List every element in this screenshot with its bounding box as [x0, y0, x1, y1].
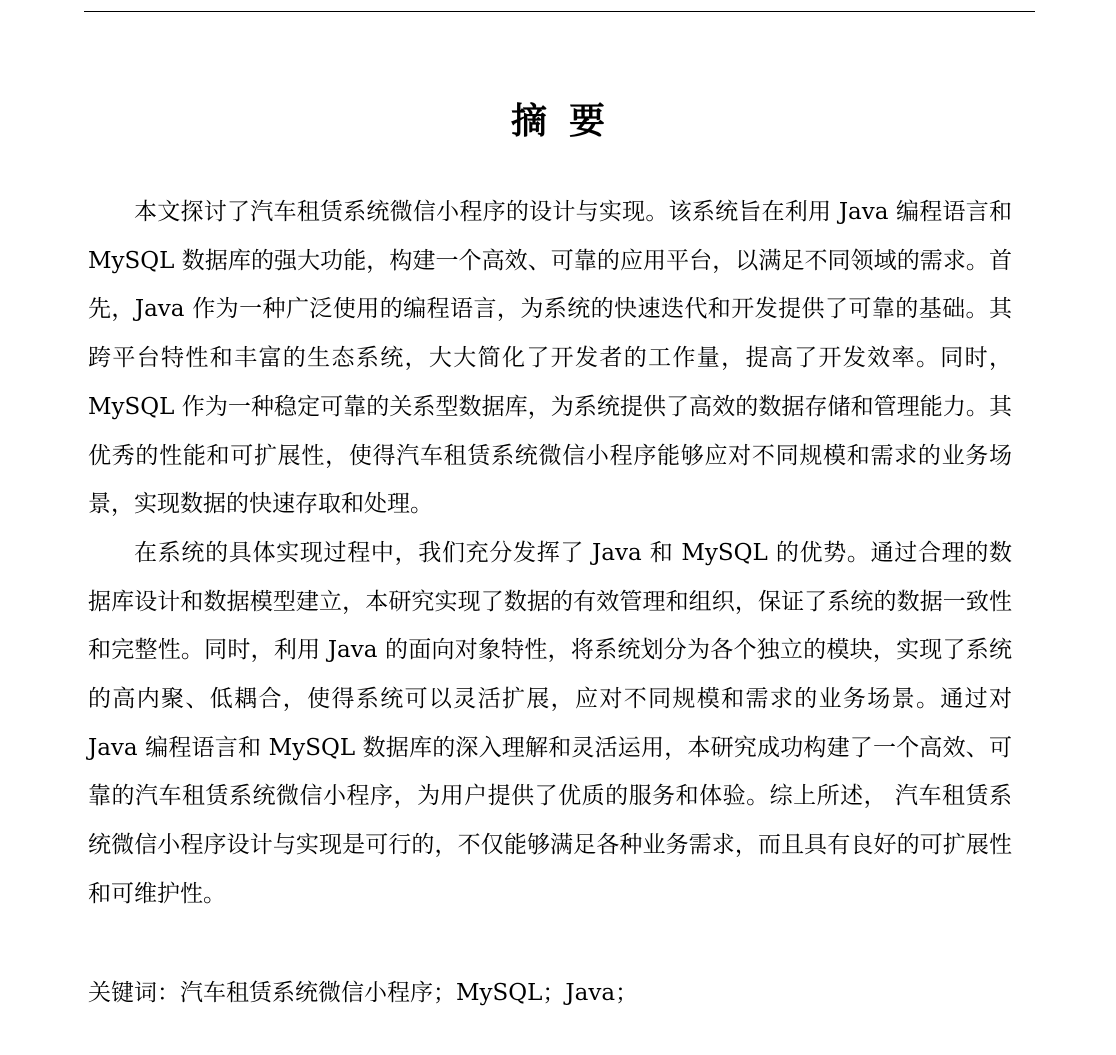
- abstract-paragraph-2: 在系统的具体实现过程中，我们充分发挥了 Java 和 MySQL 的优势。通过合理的数据库设计和数据模型建立，本研究实现了数据的有效管理和组织，保证了系统的数据一致性和完整性。同时，利用 Java 的面向对象特性，将系统划分为各个独立的模块，实现了系统的高内聚、低耦合，使得系统可以灵活扩展，应对不同规模和需求的业务场景。通过对 Java 编程语言和 MySQL 数据库的深入理解和灵活运用，本研究成功构建了一个高效、可靠的汽车租赁系统微信小程序，为用户提供了优质的服务和体验。综上所述， 汽车租赁系统微信小程序设计与实现是可行的，不仅能够满足各种业务需求，而且具有良好的可扩展性和可维护性。: [88, 539, 1012, 907]
- keywords-text: 汽车租赁系统微信小程序；MySQL；Java；: [180, 980, 639, 1006]
- keywords-line: [88, 969, 1012, 1017]
- abstract-body: [88, 188, 1012, 919]
- page-title: [0, 95, 1116, 147]
- abstract-paragraph-1: 本文探讨了汽车租赁系统微信小程序的设计与实现。该系统旨在利用 Java 编程语言和 MySQL 数据库的强大功能，构建一个高效、可靠的应用平台，以满足不同领域的需求。首先，Java 作为一种广泛使用的编程语言，为系统的快速迭代和开发提供了可靠的基础。其跨平台特性和丰富的生态系统，大大简化了开发者的工作量，提高了开发效率。同时，MySQL 作为一种稳定可靠的关系型数据库，为系统提供了高效的数据存储和管理能力。其优秀的性能和可扩展性，使得汽车租赁系统微信小程序能够应对不同规模和需求的业务场景，实现数据的快速存取和处理。: [88, 199, 1012, 518]
- title-char-2: 要: [569, 100, 606, 142]
- header-rule: [84, 11, 1035, 12]
- title-char-1: 摘: [510, 100, 547, 142]
- keywords-label: 关键词：: [88, 980, 180, 1006]
